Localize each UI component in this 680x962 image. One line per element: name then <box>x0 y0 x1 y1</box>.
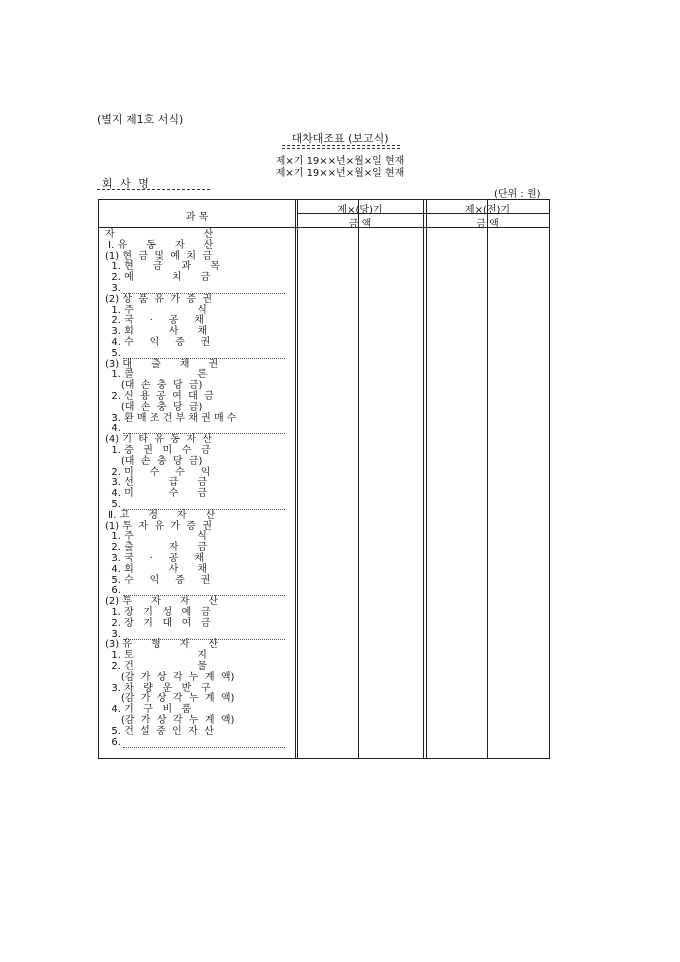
account-row: 3. 회 사 채 <box>105 326 208 338</box>
account-row: (2) 상 품 유 가 증 권 <box>105 293 213 305</box>
previous-amount-header: 금 액 <box>476 219 499 230</box>
company-label: 회 사 명 <box>102 177 151 190</box>
account-row: 2. 국 · 공 채 <box>105 315 204 327</box>
account-row: (1) 투 자 유 가 증 권 <box>105 520 213 532</box>
account-row: 1. 증 권 미 수 금 <box>105 445 211 456</box>
account-row: 자 산 <box>105 229 214 240</box>
date-previous: 제×기 19××년×월×일 현재 <box>275 168 405 179</box>
account-row: (대 손 충 당 금) <box>105 380 203 392</box>
account-row: 1. 토 지 <box>105 650 207 662</box>
account-row: 1. 주 식 <box>105 304 207 316</box>
col-divider <box>426 200 427 758</box>
account-row: 1. 주 식 <box>105 531 207 543</box>
account-row: 4. <box>105 423 121 435</box>
account-row: 2. 장 기 대 여 금 <box>105 617 211 629</box>
col-divider <box>423 200 424 758</box>
account-row: 3. 환 매 조 건 부 채 권 매 수 <box>105 412 237 424</box>
document-title: 대차대조표 (보고식) <box>291 132 389 145</box>
account-row: 2. 출 자 금 <box>105 542 208 554</box>
title-underline <box>282 145 400 149</box>
account-row: 4. 회 사 채 <box>105 563 208 575</box>
account-row: 4. 기 구 비 품 <box>105 704 192 716</box>
account-row: 5. <box>105 347 121 359</box>
account-row: 2. 예 치 금 <box>105 272 211 284</box>
form-label: (별지 제1호 서식) <box>97 113 184 126</box>
account-row: 4. 미 수 금 <box>105 488 208 500</box>
account-row: 3. <box>105 628 121 640</box>
account-row: (감 가 상 각 누 계 액) <box>105 693 235 705</box>
account-row: 2. 건 물 <box>105 661 207 672</box>
account-row: (대 손 충 당 금) <box>105 401 203 413</box>
account-row: (감 가 상 각 누 계 액) <box>105 671 235 683</box>
account-row: 1. 현 금 과 목 <box>105 261 220 273</box>
col-divider <box>295 200 296 758</box>
account-column-header: 과 목 <box>185 212 209 223</box>
account-row: 4. 수 익 증 권 <box>105 337 211 348</box>
account-row: Ⅱ. 고 정 자 산 <box>105 509 216 521</box>
account-row: 1. 장 기 성 예 금 <box>105 607 211 618</box>
unit-label: (단위 : 원) <box>494 189 541 200</box>
account-row: 6. <box>105 736 121 748</box>
account-row: (4) 기 타 유 동 자 산 <box>105 434 213 446</box>
col-divider <box>297 200 298 758</box>
account-row: 2. 미 수 수 익 <box>105 466 211 478</box>
account-row: (3) 유 형 자 산 <box>105 639 219 651</box>
account-row: (1) 현 금 및 예 치 금 <box>105 250 213 262</box>
col-divider <box>487 200 488 758</box>
section-divider <box>123 747 285 748</box>
account-row: 3. 선 급 금 <box>105 477 208 489</box>
current-period-header: 제×(당)기 <box>337 205 383 216</box>
account-row: 5. <box>105 499 121 510</box>
account-row: 3. 차 량 운 반 구 <box>105 682 211 694</box>
balance-sheet-table <box>98 199 550 759</box>
date-current: 제×기 19××년×월×일 현재 <box>275 156 405 167</box>
account-row: 6. <box>105 585 121 597</box>
account-row: (3) 대 출 채 권 <box>105 358 219 370</box>
account-row: 2. 신 용 공 여 대 금 <box>105 391 214 402</box>
company-name-line <box>97 189 210 190</box>
account-row: Ⅰ. 유 동 자 산 <box>105 239 214 251</box>
col-divider <box>358 200 359 758</box>
account-row: 1. 콜 론 <box>105 369 207 381</box>
account-row: (2) 투 자 자 산 <box>105 596 219 608</box>
account-row: (감 가 상 각 누 계 액) <box>105 715 235 726</box>
previous-period-header: 제×(전)기 <box>464 205 511 216</box>
current-amount-header: 금 액 <box>348 219 372 230</box>
account-row: 5. 수 익 증 권 <box>105 574 211 586</box>
account-row: (대 손 충 당 금) <box>105 455 203 467</box>
account-row: 5. 건 설 중 인 자 산 <box>105 725 214 737</box>
account-row: 3. 국 · 공 채 <box>105 553 204 564</box>
account-row: 3. <box>105 283 121 294</box>
